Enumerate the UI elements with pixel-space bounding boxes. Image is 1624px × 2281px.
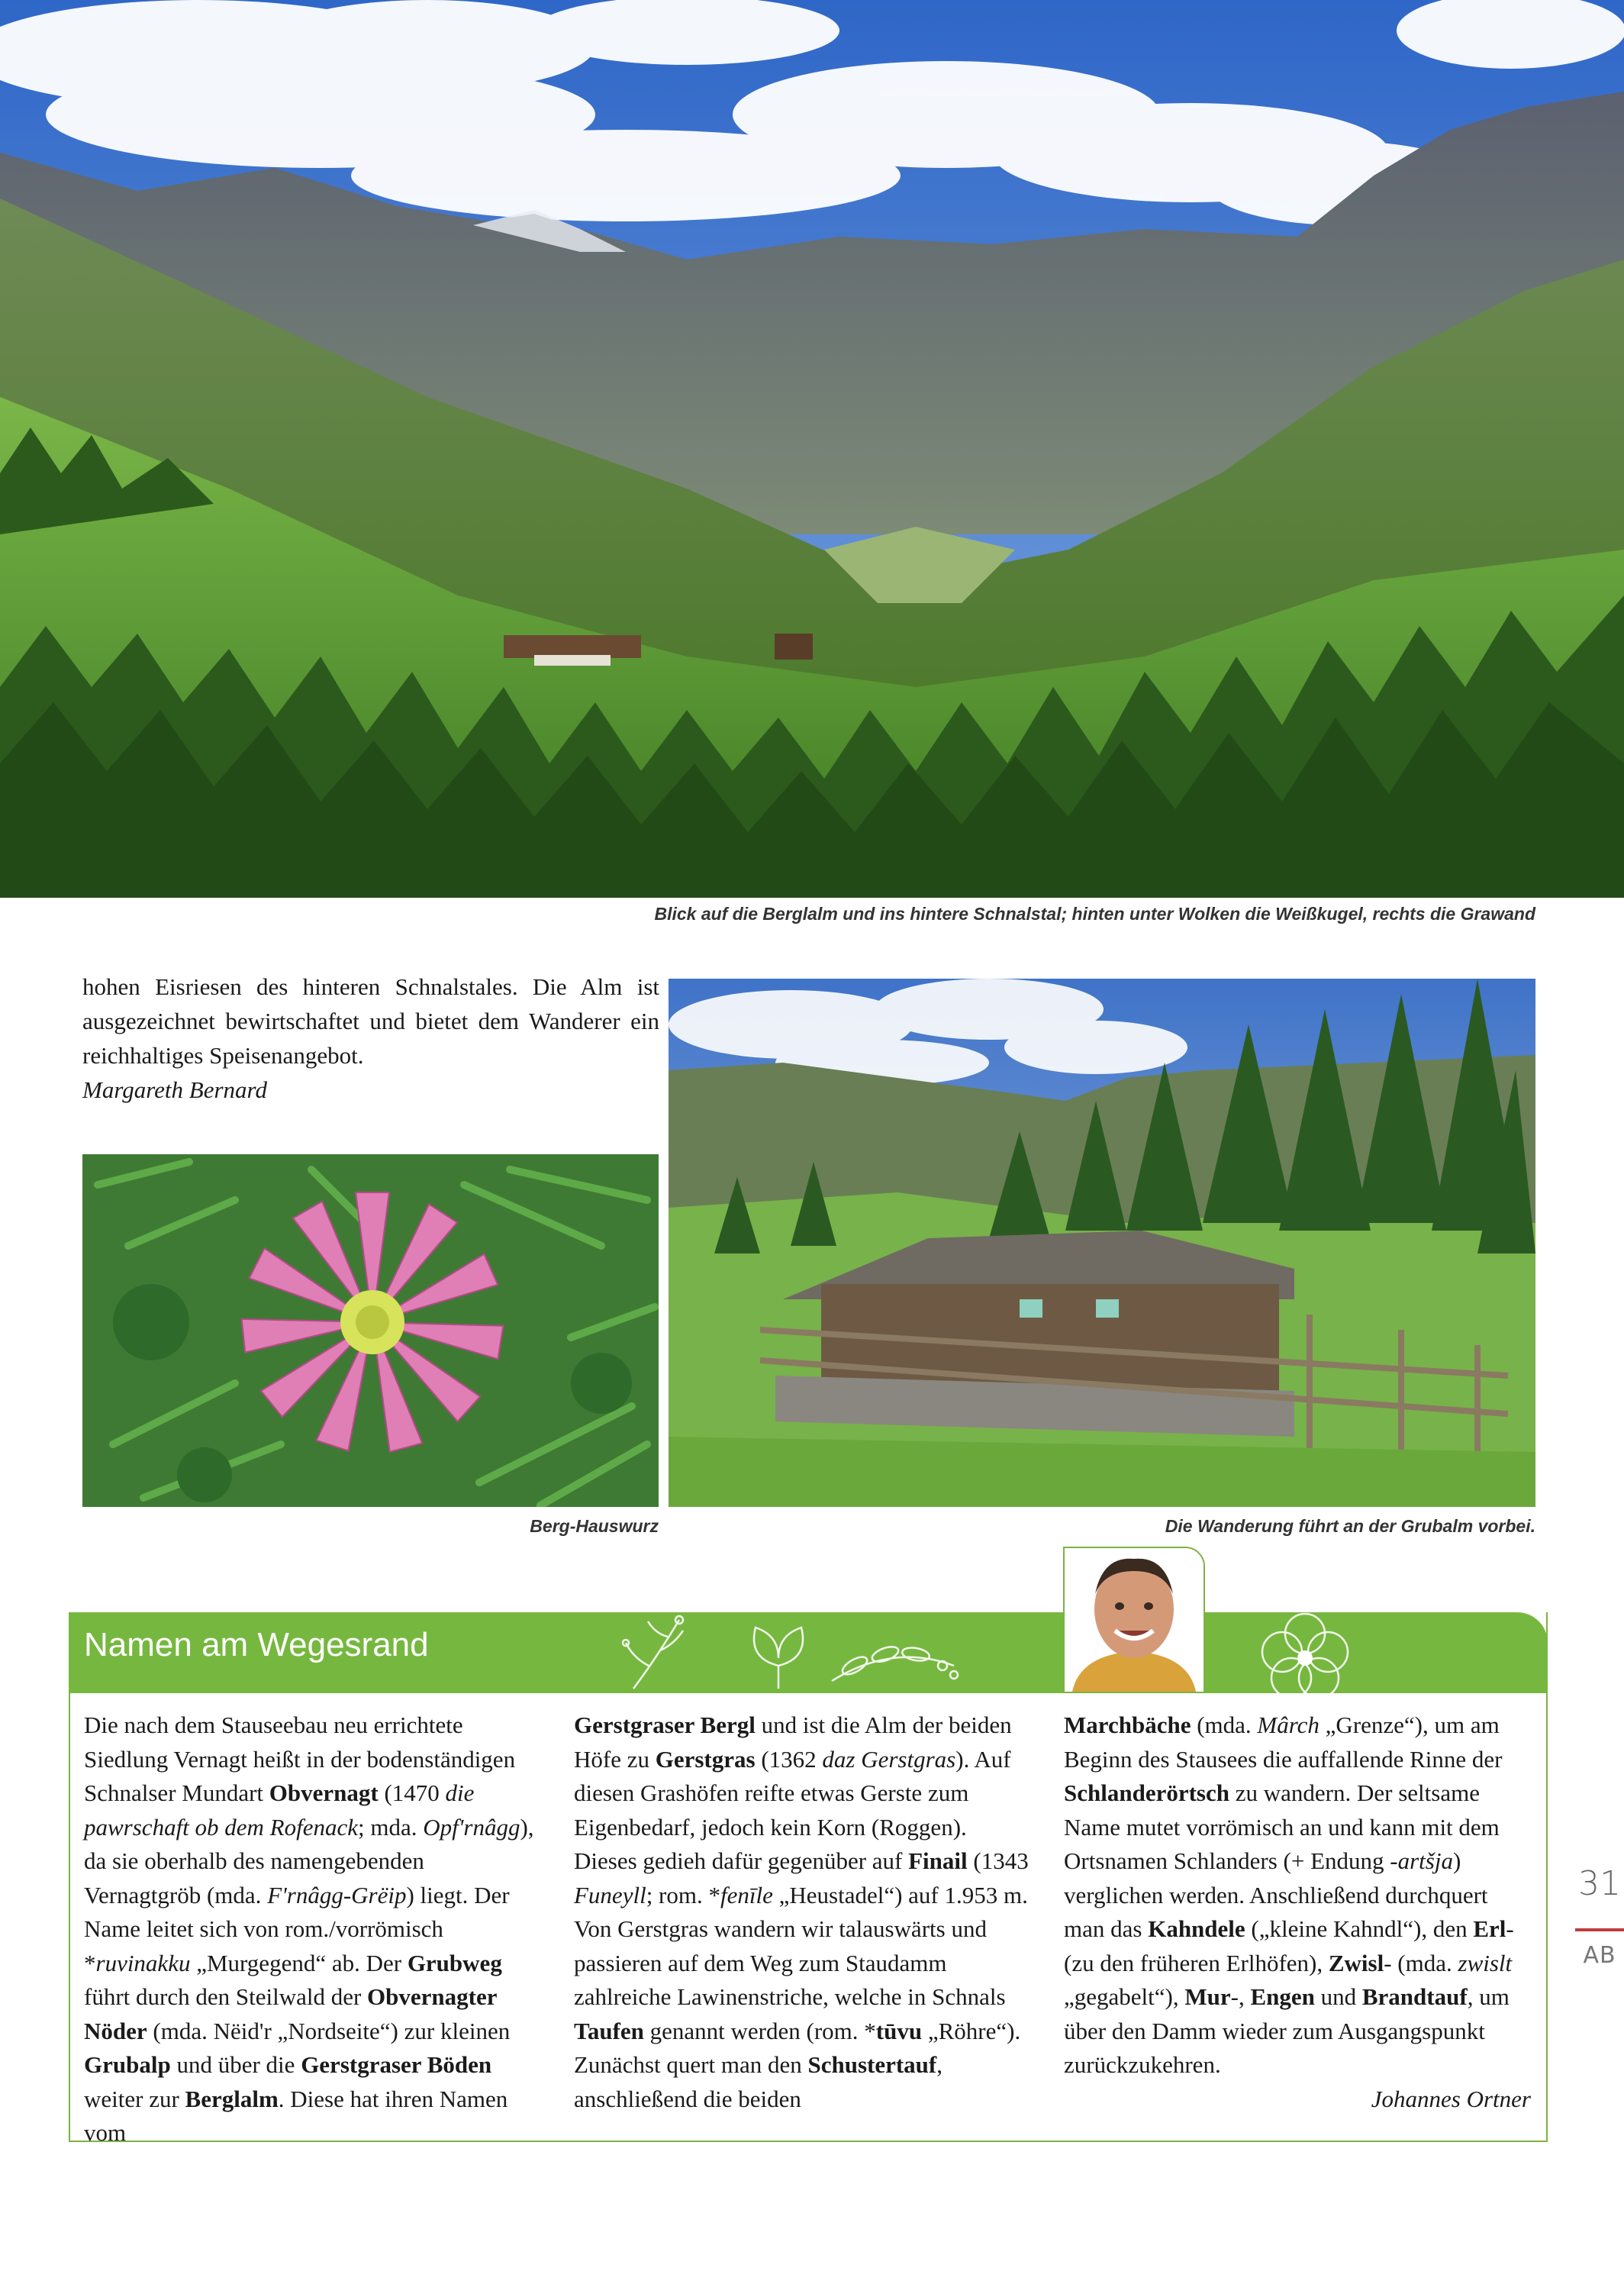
page-number: 31 — [1578, 1864, 1621, 1903]
page-number-rule — [1575, 1928, 1624, 1931]
page-tag: AB — [1583, 1942, 1616, 1969]
decorative-flowers-icon — [603, 1612, 1076, 1693]
column-1-text: Die nach dem Stauseebau neu errichtete Siedlung Vernagt heißt in der bodenständigen Schnalser Mundart Obvernagt (1470 die pawrschaft ob dem Rofenack; mda. Opf'rnâgg), da sie oberhalb des namengebenden Vernagtgröb (mda. F'rnâgg-Grëip) liegt. Der Name leitet sich von rom./vorrömisch *ruvinakku „Murgegend“ ab. Der Grubweg führt durch den Steilwald der Obvernagter Nöder (mda. Nëid'r „Nordseite“) zur kleinen Grubalp und über die Gerstgraser Böden weiter zur Berglalm. Diese hat ihren Namen vom — [84, 1712, 534, 2146]
hut-photo — [669, 979, 1535, 1507]
column-2-text: Gerstgraser Bergl und ist die Alm der beiden Höfe zu Gerstgras (1362 daz Gerstgras). Auf diesen Grashöfen reifte etwas Gerste zum Eigenbedarf, jedoch kein Korn (Roggen). Dieses gedieh dafür gegenüber auf Finail (1343 Funeyll; rom. *fenīle „Heustadel“) auf 1.953 m. Von Gerstgras wandern wir talauswärts und passieren auf dem Weg zum Staudamm zahlreiche Lawinenstriche, welche in Schnals Taufen genannt werden (rom. *tūvu „Röhre“). Zunächst quert man den Schustertauf, anschließend die beiden — [574, 1712, 1029, 2112]
intro-author: Margareth Bernard — [82, 1076, 267, 1103]
flower-photo — [82, 1154, 659, 1507]
box-column-1 — [84, 1708, 543, 2150]
intro-text-block — [82, 970, 659, 1107]
flower-caption: Berg-Hauswurz — [530, 1516, 659, 1536]
hero-photo — [0, 0, 1624, 898]
author-photo — [1063, 1547, 1205, 1693]
hero-caption: Blick auf die Berglalm und ins hintere Schnalstal; hinten unter Wolken die Weißkugel, rechts die Grawand — [654, 904, 1535, 924]
box-column-3 — [1064, 1708, 1531, 2116]
intro-paragraph: hohen Eisriesen des hinteren Schnalstales. Die Alm ist ausgezeichnet bewirtschaftet und bietet dem Wanderer ein reichhaltiges Speisenangebot. — [82, 973, 659, 1069]
decorative-blossom-icon — [1244, 1612, 1366, 1693]
box-title: Namen am Wegesrand — [84, 1626, 429, 1663]
box-column-2 — [574, 1708, 1033, 2116]
hut-caption: Die Wanderung führt an der Grubalm vorbei. — [1165, 1516, 1535, 1536]
box-author: Johannes Ortner — [1371, 2085, 1531, 2112]
column-3-text: Marchbäche (mda. Mârch „Grenze“), um am Beginn des Stausees die auffallende Rinne der Schlanderörtsch zu wandern. Der seltsame Name mutet vorrömisch an und kann mit dem Ortsnamen Schlanders (+ Endung -artšja) verglichen werden. Anschließend durchquert man das Kahndele („kleine Kahndl“), den Erl- (zu den früheren Erlhöfen), Zwisl- (mda. zwislt „gegabelt“), Mur-, Engen und Brandtauf, um über den Damm wieder zum Ausgangspunkt zurückzukehren. — [1064, 1712, 1514, 2078]
